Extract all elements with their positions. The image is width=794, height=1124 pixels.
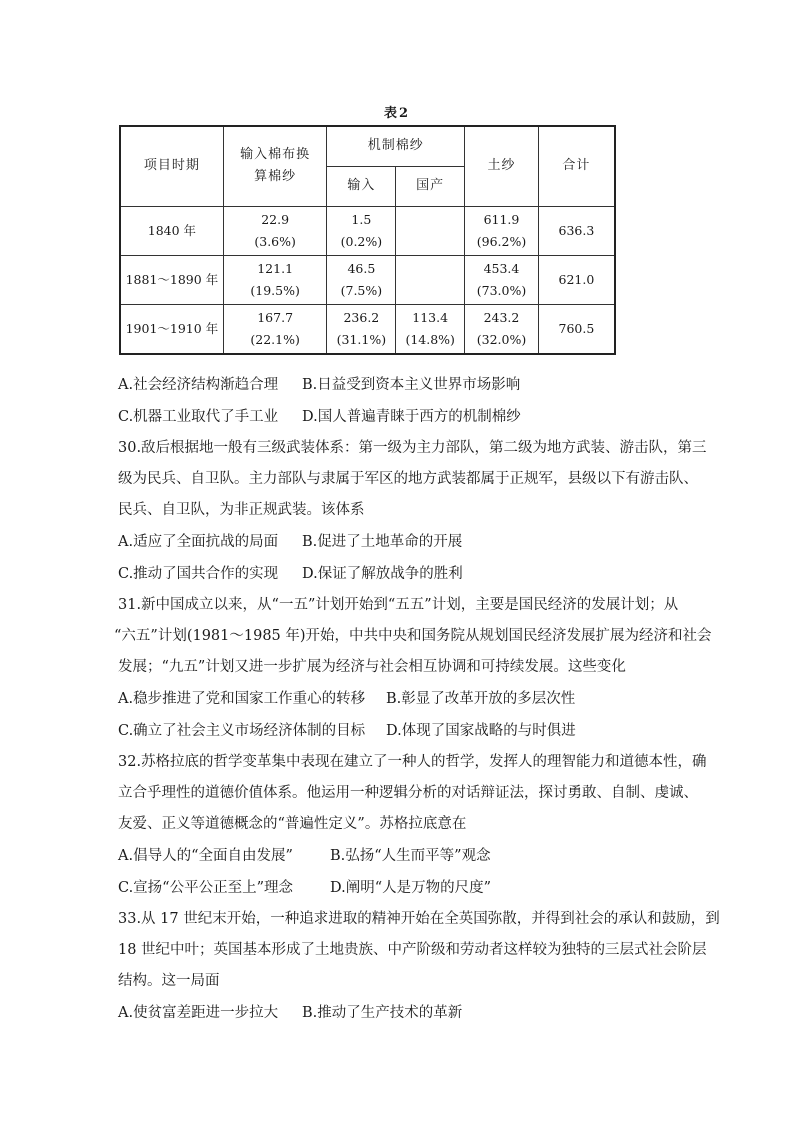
percent: (32.0%) bbox=[476, 331, 527, 347]
percent: (73.0%) bbox=[476, 282, 527, 298]
cell-imported bbox=[327, 304, 396, 354]
header-machine-yarn: 机制棉纱 bbox=[327, 126, 465, 166]
value: 453.4 bbox=[483, 260, 520, 276]
percent: (0.2%) bbox=[340, 233, 383, 249]
value: 236.2 bbox=[343, 309, 380, 325]
cell-imported bbox=[327, 206, 396, 255]
percent: (3.6%) bbox=[254, 233, 296, 249]
percent: (7.5%) bbox=[340, 282, 383, 298]
header-imported-cloth bbox=[223, 126, 327, 206]
q33-stem-line3: 结构。这一局面 bbox=[118, 973, 220, 989]
value: 243.2 bbox=[483, 309, 520, 325]
cell-period: 1840 年 bbox=[120, 206, 223, 255]
percent: (22.1%) bbox=[250, 331, 300, 347]
header-imported: 输入 bbox=[327, 166, 396, 206]
cell-imported-cloth bbox=[223, 304, 327, 354]
q33-option-a: A.使贫富差距进一步拉大 bbox=[118, 1005, 279, 1021]
percent: (96.2%) bbox=[476, 233, 527, 249]
percent: (14.8%) bbox=[405, 331, 455, 347]
q29-option-d: D.国人普遍青睐于西方的机制棉纱 bbox=[302, 409, 521, 425]
q31-option-a: A.稳步推进了党和国家工作重心的转移 bbox=[118, 691, 366, 707]
table-caption: 表2 bbox=[383, 106, 411, 121]
value: 611.9 bbox=[483, 211, 520, 227]
q30-option-c: C.推动了国共合作的实现 bbox=[118, 566, 279, 582]
cell-imported-cloth bbox=[223, 255, 327, 304]
q31-option-c: C.确立了社会主义市场经济体制的目标 bbox=[118, 723, 366, 739]
cell-domestic bbox=[396, 206, 465, 255]
q29-option-a: A.社会经济结构渐趋合理 bbox=[118, 377, 279, 393]
q31-option-d: D.体现了国家战略的与时俱进 bbox=[386, 723, 576, 739]
value: 167.7 bbox=[257, 309, 294, 325]
table-row bbox=[120, 206, 615, 255]
cell-total: 760.5 bbox=[538, 304, 615, 354]
cell-imported bbox=[327, 255, 396, 304]
table-row bbox=[120, 304, 615, 354]
value: 22.9 bbox=[261, 211, 290, 227]
cell-total: 636.3 bbox=[538, 206, 615, 255]
q31-stem-line1: 31.新中国成立以来，从“一五”计划开始到“五五”计划，主要是国民经济的发展计划；从 bbox=[118, 597, 679, 613]
value: 113.4 bbox=[412, 309, 449, 325]
percent: (31.1%) bbox=[336, 331, 387, 347]
q32-stem-line3: 友爱、正义等道德概念的“普遍性定义”。苏格拉底意在 bbox=[118, 816, 467, 832]
q30-option-a: A.适应了全面抗战的局面 bbox=[118, 534, 279, 550]
q31-stem-line3: 发展；“九五”计划又进一步扩展为经济与社会相互协调和可持续发展。这些变化 bbox=[118, 659, 626, 675]
q32-stem-line1: 32.苏格拉底的哲学变革集中表现在建立了一种人的哲学，发挥人的理智能力和道德本性，确 bbox=[118, 754, 707, 770]
q30-stem-line2: 级为民兵、自卫队。主力部队与隶属于军区的地方武装都属于正规军，县级以下有游击队、 bbox=[118, 471, 698, 487]
cell-imported-cloth bbox=[223, 206, 327, 255]
q30-stem-line3: 民兵、自卫队，为非正规武装。该体系 bbox=[118, 502, 365, 518]
header-total: 合计 bbox=[538, 126, 615, 206]
q31-stem-line2: “六五”计划(1981～1985 年)开始，中共中央和国务院从规划国民经济发展扩展为经济和社会 bbox=[114, 628, 712, 644]
q33-stem-line1: 33.从 17 世纪末开始，一种追求进取的精神开始在全英国弥散，并得到社会的承认和鼓励，到 bbox=[118, 911, 720, 927]
q32-stem-line2: 立合乎理性的道德价值体系。他运用一种逻辑分析的对话辩证法，探讨勇敢、自制、虔诚、 bbox=[118, 785, 698, 801]
q30-option-b: B.促进了土地革命的开展 bbox=[302, 534, 463, 550]
table-row bbox=[120, 255, 615, 304]
value: 46.5 bbox=[347, 260, 376, 276]
q32-option-a: A.倡导人的“全面自由发展” bbox=[118, 848, 293, 864]
q31-option-b: B.彰显了改革开放的多层次性 bbox=[386, 691, 576, 707]
cell-domestic bbox=[396, 255, 465, 304]
q29-option-c: C.机器工业取代了手工业 bbox=[118, 409, 279, 425]
cell-period: 1881～1890 年 bbox=[120, 255, 223, 304]
value: 121.1 bbox=[257, 260, 294, 276]
cell-total: 621.0 bbox=[538, 255, 615, 304]
q30-stem-line1: 30.敌后根据地一般有三级武装体系：第一级为主力部队，第二级为地方武装、游击队，第三 bbox=[118, 440, 707, 456]
q32-option-c: C.宣扬“公平公正至上”理念 bbox=[118, 880, 294, 896]
header-native-yarn: 土纱 bbox=[465, 126, 539, 206]
cell-period: 1901～1910 年 bbox=[120, 304, 223, 354]
q32-option-d: D.阐明“人是万物的尺度” bbox=[330, 880, 492, 896]
percent: (19.5%) bbox=[250, 282, 300, 298]
cell-native bbox=[465, 304, 539, 354]
cell-domestic bbox=[396, 304, 465, 354]
q32-option-b: B.弘扬“人生而平等”观念 bbox=[330, 848, 491, 864]
q33-stem-line2: 18 世纪中叶；英国基本形成了土地贵族、中产阶级和劳动者这样较为独特的三层式社会阶层 bbox=[118, 942, 707, 958]
q29-option-b: B.日益受到资本主义世界市场影响 bbox=[302, 377, 521, 393]
cell-native bbox=[465, 206, 539, 255]
header-domestic: 国产 bbox=[396, 166, 465, 206]
cell-native bbox=[465, 255, 539, 304]
cotton-yarn-table bbox=[119, 125, 616, 355]
header-period: 项目时期 bbox=[120, 126, 223, 206]
q30-option-d: D.保证了解放战争的胜利 bbox=[302, 566, 463, 582]
value: 1.5 bbox=[351, 211, 372, 227]
q33-option-b: B.推动了生产技术的革新 bbox=[302, 1005, 463, 1021]
header-imported-cloth-text: 输入棉布换算棉纱 bbox=[240, 147, 311, 185]
